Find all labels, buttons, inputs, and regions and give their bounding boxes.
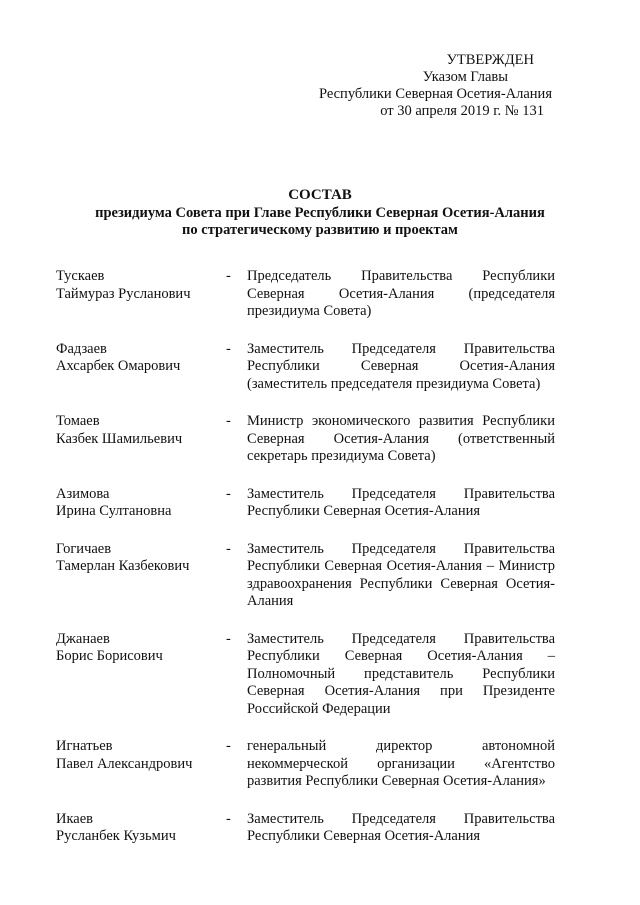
- document-title: [0, 187, 640, 239]
- member-given-names: Тамерлан Казбекович: [56, 558, 190, 574]
- approval-line-decree: Указом Главы: [422, 69, 508, 85]
- approval-line-republic: Республики Северная Осетия-Алания: [318, 86, 552, 102]
- member-dash: -: [226, 810, 231, 827]
- member-row: [56, 268, 556, 321]
- member-row: [56, 486, 556, 521]
- member-name: [56, 631, 221, 666]
- member-role-line: генеральный директор автономной: [247, 738, 555, 754]
- member-row: [56, 811, 556, 846]
- member-surname: Томаев: [56, 413, 100, 429]
- member-role-line: здравоохранения Республики Северная Осетия-: [247, 575, 555, 592]
- member-role-line: секретарь президиума Совета): [247, 448, 436, 464]
- member-role-line: Северная Осетия-Алания (председателя: [247, 285, 555, 302]
- member-name: [56, 268, 221, 303]
- title-main: СОСТАВ: [288, 187, 352, 203]
- member-given-names: Павел Александрович: [56, 755, 193, 772]
- member-dash: -: [226, 340, 231, 357]
- member-given-names: Борис Борисович: [56, 648, 163, 664]
- member-role: [247, 738, 555, 791]
- member-dash: -: [226, 738, 231, 754]
- member-role-line: Республики Северная Осетия-Алания: [247, 503, 481, 519]
- title-line-1: президиума Совета при Главе Республики Северная Осетия-Алания: [95, 205, 545, 221]
- member-row: [56, 413, 556, 466]
- member-surname: Азимова: [56, 485, 110, 502]
- member-given-names: Ахсарбек Омарович: [56, 358, 181, 374]
- member-name: [56, 738, 221, 773]
- member-role: [247, 268, 555, 321]
- member-dash: -: [226, 485, 231, 502]
- member-row: [56, 738, 556, 791]
- member-role: [247, 341, 555, 394]
- member-surname: Фадзаев: [56, 340, 107, 357]
- member-role-line: Полномочный представитель Республики: [247, 665, 555, 682]
- member-surname: Икаев: [56, 810, 94, 827]
- member-role: [247, 811, 555, 846]
- member-role-line: (заместитель председателя президиума Совета): [247, 375, 541, 392]
- member-role-line: Республики Северная Осетия-Алания: [247, 358, 555, 374]
- approval-line-approved: УТВЕРЖДЕН: [446, 52, 534, 68]
- member-name: [56, 486, 221, 521]
- member-role-line: некоммерческой организации «Агентство: [247, 755, 555, 772]
- approval-stamp-block: [319, 52, 552, 120]
- member-role-line: Заместитель Председателя Правительства: [247, 810, 555, 827]
- member-dash: -: [226, 540, 231, 557]
- member-role: [247, 541, 555, 611]
- member-role-line: Заместитель Председателя Правительства: [247, 340, 555, 357]
- member-name: [56, 341, 221, 376]
- member-role-line: Северная Осетия-Алания при Президенте: [247, 683, 555, 699]
- member-role-line: Министр экономического развития Республики: [247, 413, 555, 429]
- member-role-line: Заместитель Председателя Правительства: [247, 630, 555, 647]
- member-name: [56, 541, 221, 576]
- member-given-names: Ирина Султановна: [56, 503, 172, 519]
- member-surname: Тускаев: [56, 268, 105, 284]
- member-role-line: Заместитель Председателя Правительства: [247, 540, 555, 557]
- member-role-line: развития Республики Северная Осетия-Алания»: [247, 773, 546, 789]
- member-given-names: Казбек Шамильевич: [56, 430, 183, 447]
- title-line-2: по стратегическому развитию и проектам: [182, 222, 458, 238]
- member-name: [56, 413, 221, 448]
- member-role-line: президиума Совета): [247, 303, 372, 319]
- member-role-line: Алания: [247, 593, 294, 609]
- member-row: [56, 631, 556, 719]
- member-role-line: Республики Северная Осетия-Алания –: [247, 648, 555, 664]
- member-role-line: Республики Северная Осетия-Алания: [247, 828, 481, 844]
- member-role-line: Заместитель Председателя Правительства: [247, 485, 555, 502]
- member-name: [56, 811, 221, 846]
- member-surname: Джанаев: [56, 630, 110, 647]
- member-role-line: Российской Федерации: [247, 700, 391, 717]
- member-role: [247, 486, 555, 521]
- member-surname: Игнатьев: [56, 738, 113, 754]
- member-surname: Гогичаев: [56, 540, 112, 557]
- member-given-names: Русланбек Кузьмич: [56, 828, 176, 844]
- member-role-line: Республики Северная Осетия-Алания – Министр: [247, 558, 555, 574]
- member-role: [247, 413, 555, 466]
- members-list: [56, 268, 556, 866]
- member-role: [247, 631, 555, 719]
- member-role-line: Северная Осетия-Алания (ответственный: [247, 430, 555, 447]
- member-role-line: Председатель Правительства Республики: [247, 268, 555, 284]
- member-dash: -: [226, 630, 231, 647]
- approval-line-date: от 30 апреля 2019 г. № 131: [380, 103, 544, 119]
- member-row: [56, 341, 556, 394]
- member-dash: -: [226, 268, 231, 284]
- member-given-names: Таймураз Русланович: [56, 285, 191, 302]
- member-dash: -: [226, 413, 231, 429]
- member-row: [56, 541, 556, 611]
